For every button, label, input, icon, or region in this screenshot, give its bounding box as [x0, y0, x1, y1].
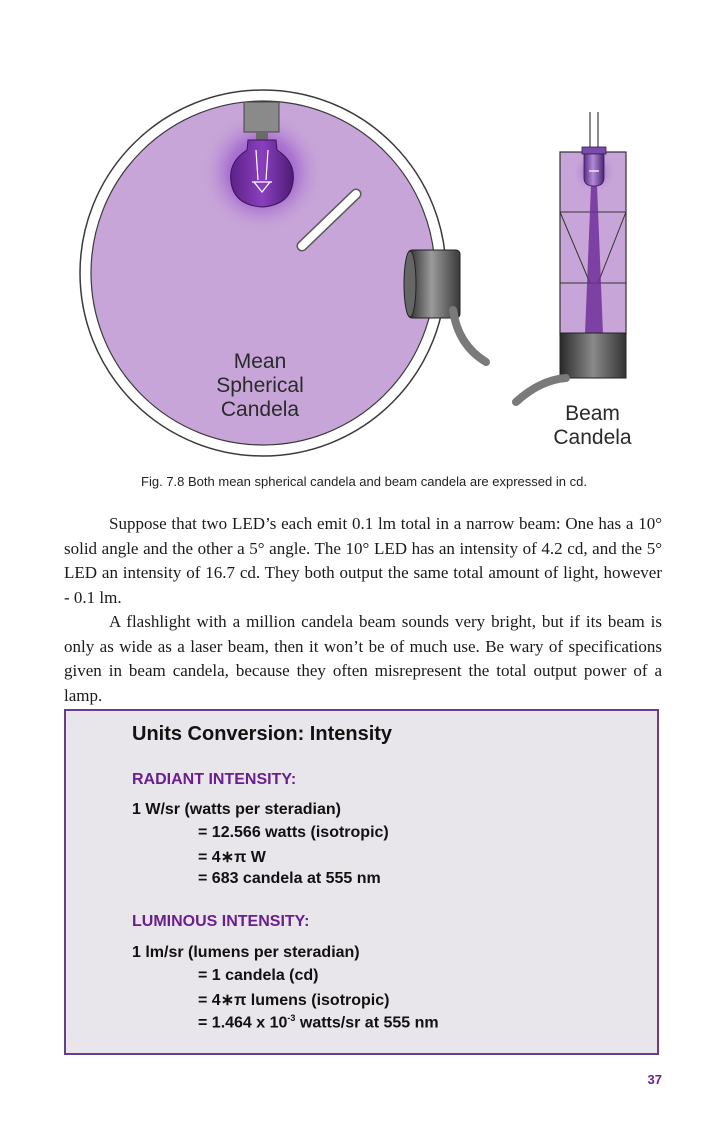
radiant-line: = 12.566 watts (isotropic) — [198, 824, 389, 841]
luminous-line: 1 lm/sr (lumens per steradian) — [132, 944, 360, 961]
units-conversion-box — [64, 709, 659, 1055]
luminous-line: = 1 candela (cd) — [198, 967, 319, 984]
mean-spherical-candela-label — [190, 350, 330, 422]
label-msc-line2: Spherical — [216, 374, 304, 397]
paragraph: Suppose that two LED’s each emit 0.1 lm total in a narrow beam: One has a 10° solid angle and the other a 5° angle. The 10° LED has an intensity of 4.2 cd, and the 5° LED an intensity of 16.7 cd. They both output the same total amount of light, however - 0.1 lm. — [64, 514, 662, 607]
label-msc-line1: Mean — [233, 350, 287, 373]
beam-tube — [516, 150, 626, 402]
figure-caption: Fig. 7.8 Both mean spherical candela and beam candela are expressed in cd. — [141, 474, 587, 489]
luminous-line — [198, 1013, 439, 1032]
radiant-line: = 4∗π W — [198, 849, 266, 866]
radiant-intensity-heading: RADIANT INTENSITY: — [132, 771, 297, 788]
page-number: 37 — [647, 1072, 662, 1087]
paragraph: A flashlight with a million candela beam sounds very bright, but if its beam is only as wide as a laser beam, then it won’t be of much use. Be wary of specifications given in beam candela, because they often misrepresent the total output power of a lamp. — [64, 612, 662, 705]
label-beam-line1: Beam — [565, 402, 620, 425]
luminous-line4-pre: = 1.464 x 10 — [198, 1014, 288, 1032]
radiant-line: 1 W/sr (watts per steradian) — [132, 801, 341, 818]
exponent: -3 — [287, 1013, 296, 1023]
radiant-line: = 683 candela at 555 nm — [198, 870, 381, 887]
body-text — [64, 512, 662, 708]
luminous-intensity-heading: LUMINOUS INTENSITY: — [132, 913, 310, 930]
figure-illustration — [0, 0, 728, 470]
led-icon — [582, 112, 606, 186]
luminous-line: = 4∗π lumens (isotropic) — [198, 992, 390, 1009]
label-beam-line2: Candela — [553, 426, 632, 449]
beam-candela-label — [530, 402, 655, 450]
label-msc-line3: Candela — [220, 398, 300, 421]
luminous-line4-post: watts/sr at 555 nm — [295, 1014, 439, 1032]
box-title: Units Conversion: Intensity — [132, 723, 393, 745]
